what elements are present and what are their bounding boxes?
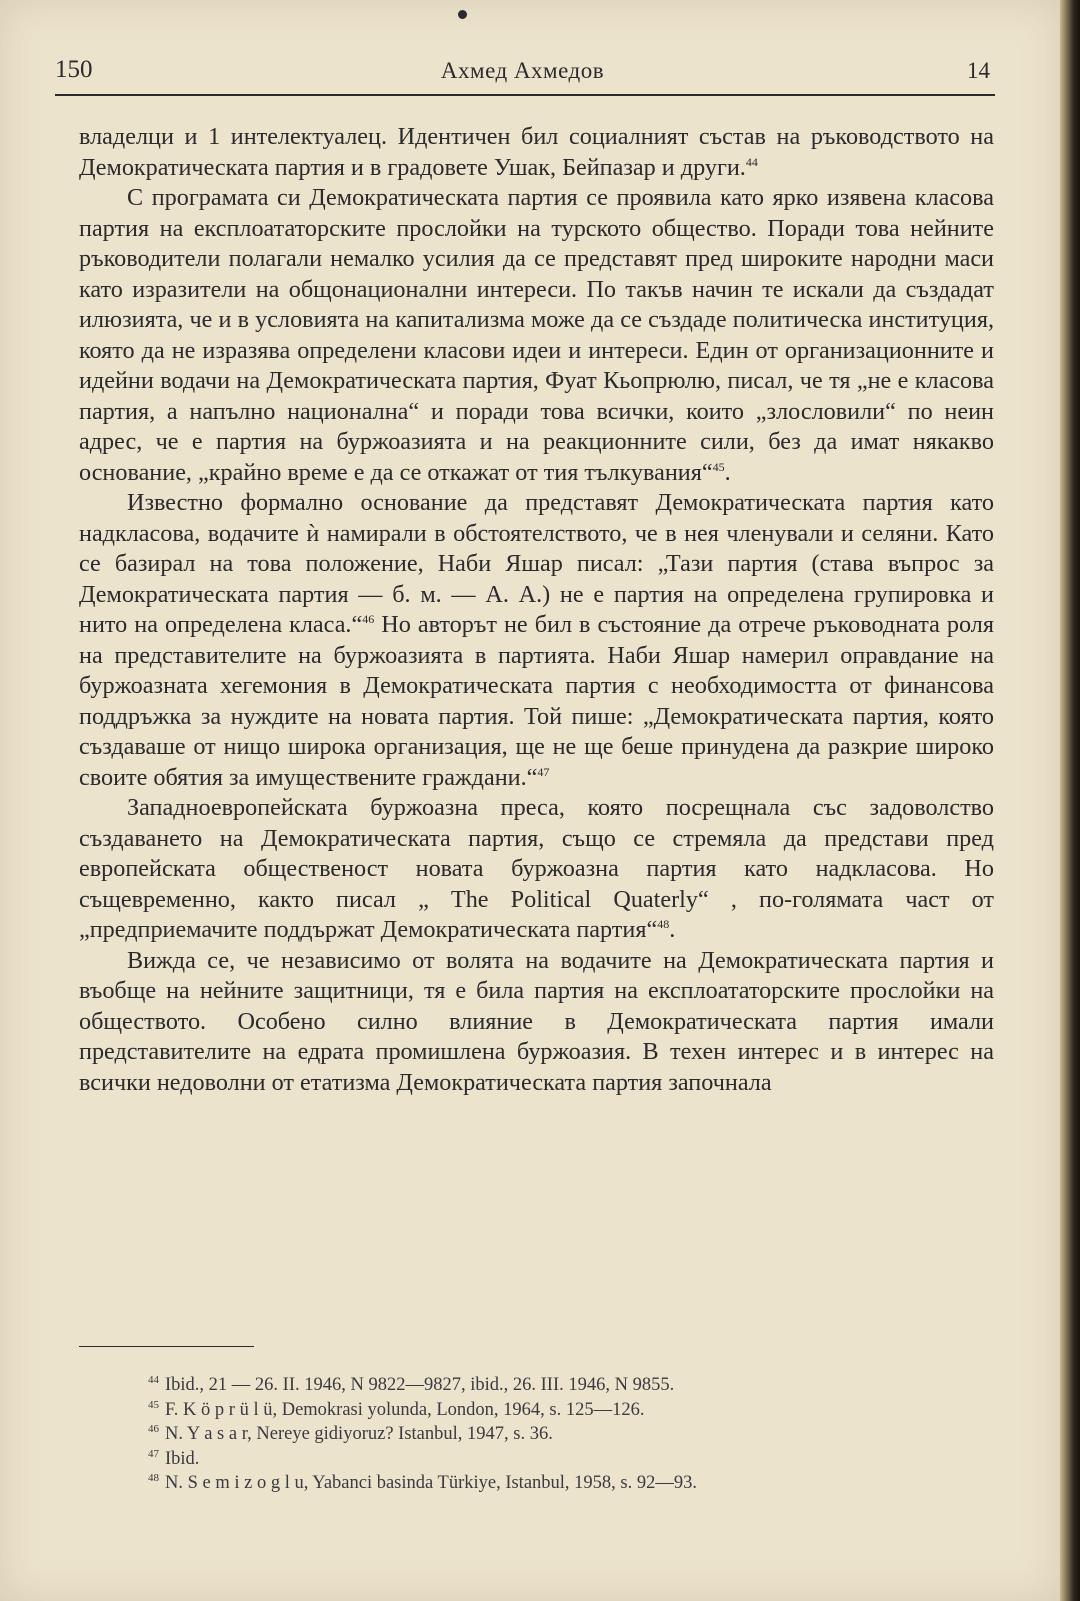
footnote-ref[interactable]: 44	[745, 154, 758, 169]
paragraph	[79, 793, 994, 946]
page-number: 150	[55, 56, 93, 83]
footnote-ref[interactable]: 46	[362, 612, 375, 626]
paragraph	[79, 488, 994, 793]
paragraph-text: .	[669, 916, 676, 943]
footnote-rule	[79, 1346, 254, 1347]
paragraph	[79, 946, 994, 1099]
page-header	[55, 56, 990, 86]
footnote-text: N. Y a s a r, Nereye gidiyoruz? Istanbul, 1947, s. 36.	[165, 1424, 553, 1444]
footnote-ref[interactable]: 48	[657, 917, 670, 931]
paragraph-text: Но авторът не бил в състояние да отрече ръководната роля на представителите на буржоазията в партията. Наби Яшар намерил оправдание на буржоазната хегемония в Демократическата партия с необходимостта от финансова поддръжка за нуждите на новата партия. Той пише: „Демократическата партия, която създаваше от нищо широка организация, ще не ще беше принудена да разкрие широко своите обятия за имуществените граждани.“	[79, 611, 994, 791]
footnote-text: Ibid.	[165, 1448, 200, 1469]
footnote-ref[interactable]: 45	[712, 459, 725, 474]
footnote-text: N. S e m i z o g l u, Yabanci basinda Türkiye, Istanbul, 1958, s. 92—93.	[165, 1473, 698, 1493]
footnote	[148, 1373, 998, 1398]
footnote	[148, 1471, 998, 1496]
paragraph-text: Вижда се, че независимо от волята на водачите на Демократическата партия и въобще на нейните защитници, тя е била партия на експлоататорските прослойки на обществото. Особено силно влияние в Демократическата партия имали представителите на едрата промишлена буржоазия. В техен интерес и в интерес на всички недоволни от етатизма Демократическата партия започнала	[79, 946, 994, 1096]
footnote-ref[interactable]: 47	[537, 764, 550, 779]
footnote-number: 45	[148, 1398, 159, 1411]
paragraph-text: владелци и 1 интелектуалец. Идентичен бил социалният състав на ръководството на Демократическата партия и в градовете Ушак, Бейпазар и други.	[79, 123, 994, 181]
footnote-number: 44	[148, 1374, 159, 1386]
footnote-number: 46	[148, 1423, 159, 1435]
footnote-number: 47	[148, 1447, 159, 1460]
body-text	[79, 122, 994, 1098]
paragraph-text: С програмата си Демократическата партия се проявила като ярко изявена класова партия на експлоататорските прослойки на турското общество. Поради това нейните ръководители полагали немалко усилия да се представят пред широките народни маси като изразители на общонационални интереси. По такъв начин те искали да създадат илюзията, че и в условията на капитализма може да се създаде политическа институция, която да не изразява определени класови идеи и интереси. Един от организационните и идейни водачи на Демократическата партия, Фуат Кьопрюлю, писал, че тя „не е класова партия, а напълно национална“ и поради това всички, които „злословили“ по неин адрес, че е партия на буржоазията и на реакционните сили, без да имат някакво основание, „крайно време е да се откажат от тия тълкувания“	[79, 184, 994, 486]
book-edge	[1060, 0, 1080, 1601]
footnote-text: F. K ö p r ü l ü, Demokrasi yolunda, London, 1964, s. 125—126.	[165, 1399, 645, 1420]
paragraph-text: Западноевропейската буржоазна преса, която посрещнала със задоволство създаването на Демократическата партия, също се стремяла да представи пред европейската общественост новата буржоазна партия като надкласова. Но същевременно, както писал „ The Political Quaterly“ , по-голямата част от „предприемачите поддържат Демократическата партия“	[79, 794, 994, 943]
running-title: Ахмед Ахмедов	[440, 58, 605, 83]
paragraph	[79, 183, 994, 488]
footnote-number: 48	[148, 1472, 159, 1484]
paragraph-text: Известно формално основание да представят Демократическата партия като надкласова, водачите ѝ намирали в обстоятелството, че в нея членували и селяни. Като се базирал на това положение, Наби Яшар писал: „Тази партия (става въпрос за Демократическата партия — б. м. — А. А.) не е партия на определена групировка и нито на определена класа.“	[79, 489, 994, 638]
footnote	[148, 1398, 998, 1423]
section-number: 14	[967, 58, 990, 83]
footnotes	[148, 1373, 998, 1496]
paragraph-text: .	[724, 458, 731, 486]
footnote	[148, 1422, 998, 1447]
footnote-text: Ibid., 21 — 26. II. 1946, N 9822—9827, ibid., 26. III. 1946, N 9855.	[165, 1375, 675, 1395]
print-mark	[458, 10, 467, 19]
header-rule	[55, 94, 995, 96]
paragraph	[79, 122, 994, 183]
footnote	[148, 1447, 998, 1472]
